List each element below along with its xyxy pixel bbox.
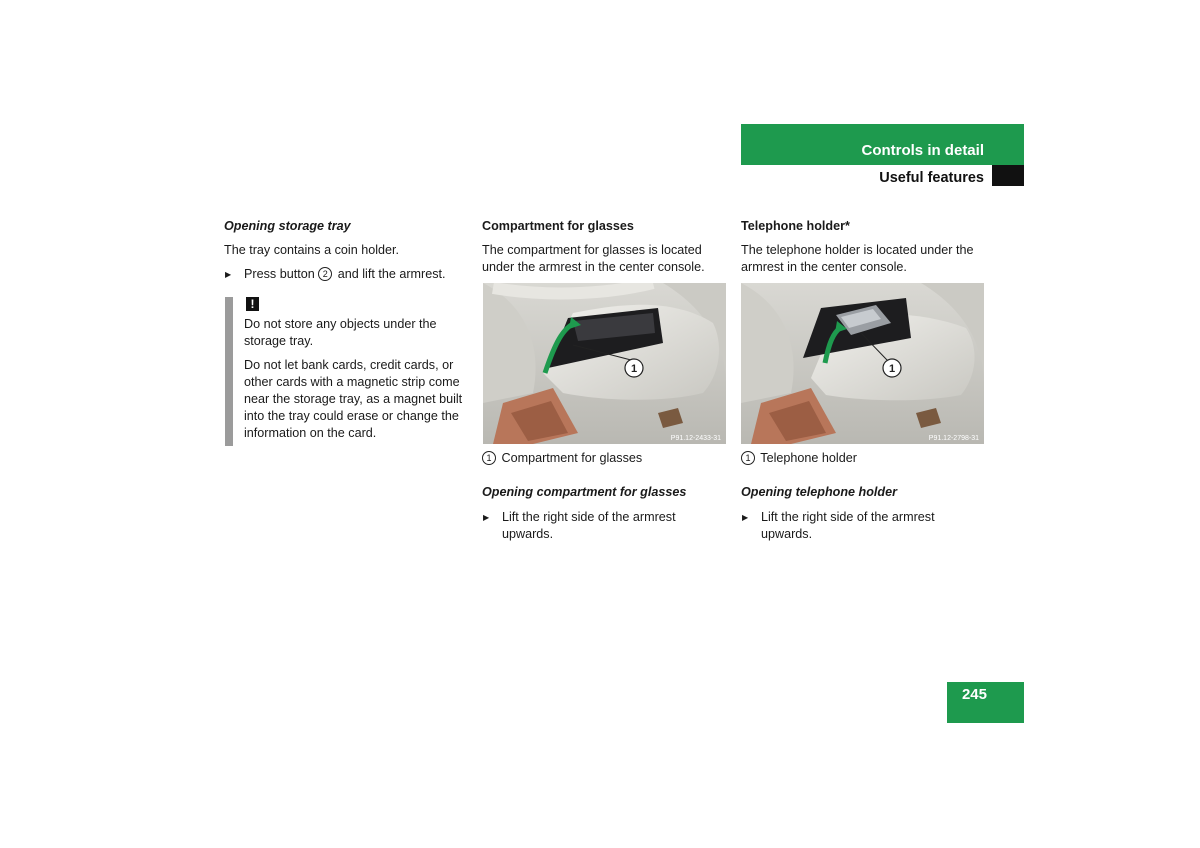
column-storage-tray <box>224 218 468 283</box>
header-marker <box>992 165 1024 186</box>
glasses-compartment-photo <box>483 283 726 444</box>
opening-telephone-section <box>741 484 986 543</box>
page-number: 245 <box>961 686 987 703</box>
callout-number-icon: 2 <box>318 267 332 281</box>
opening-glasses-section <box>482 484 727 543</box>
warning-icon: ! <box>246 297 259 311</box>
photo-code-glasses: P91.12-2433-31 <box>670 435 721 442</box>
telephone-holder-photo <box>741 283 984 444</box>
photo-callout-telephone: 1 <box>888 363 896 375</box>
section-title: Controls in detail <box>861 142 984 159</box>
subsection-title: Useful features <box>879 170 984 186</box>
caption-telephone: 1 Telephone holder <box>741 450 986 467</box>
warning-bar <box>225 297 233 446</box>
subheading-telephone: Opening telephone holder <box>741 485 898 499</box>
column-telephone <box>741 218 986 276</box>
photo-code-telephone: P91.12-2798-31 <box>928 435 979 442</box>
heading-glasses: Compartment for glasses <box>482 219 634 233</box>
step-telephone: ▶ Lift the right side of the armrest upwards. <box>741 509 971 543</box>
warning-text <box>244 316 470 442</box>
intro-glasses: The compartment for glasses is located under the armrest in the center console. <box>482 243 705 274</box>
subheading-glasses: Opening compartment for glasses <box>482 485 687 499</box>
step-storage-tray: ▶ Press button 2 and lift the armrest. <box>224 266 468 283</box>
photo-callout-glasses: 1 <box>630 363 638 375</box>
callout-number-icon: 1 <box>741 451 755 465</box>
heading-telephone: Telephone holder* <box>741 219 850 233</box>
intro-telephone: The telephone holder is located under the armrest in the center console. <box>741 243 974 274</box>
heading-storage-tray: Opening storage tray <box>224 219 351 233</box>
caption-glasses: 1 Compartment for glasses <box>482 450 727 467</box>
warning-paragraph-2: Do not let bank cards, credit cards, or other cards with a magnetic strip come near the storage tray, as a magnet built into the tray could erase or change the information on the card. <box>244 358 463 440</box>
intro-storage-tray: The tray contains a coin holder. <box>224 243 400 257</box>
column-glasses <box>482 218 727 276</box>
warning-paragraph-1: Do not store any objects under the storage tray. <box>244 317 437 348</box>
callout-number-icon: 1 <box>482 451 496 465</box>
step-glasses: ▶ Lift the right side of the armrest upwards. <box>482 509 712 543</box>
